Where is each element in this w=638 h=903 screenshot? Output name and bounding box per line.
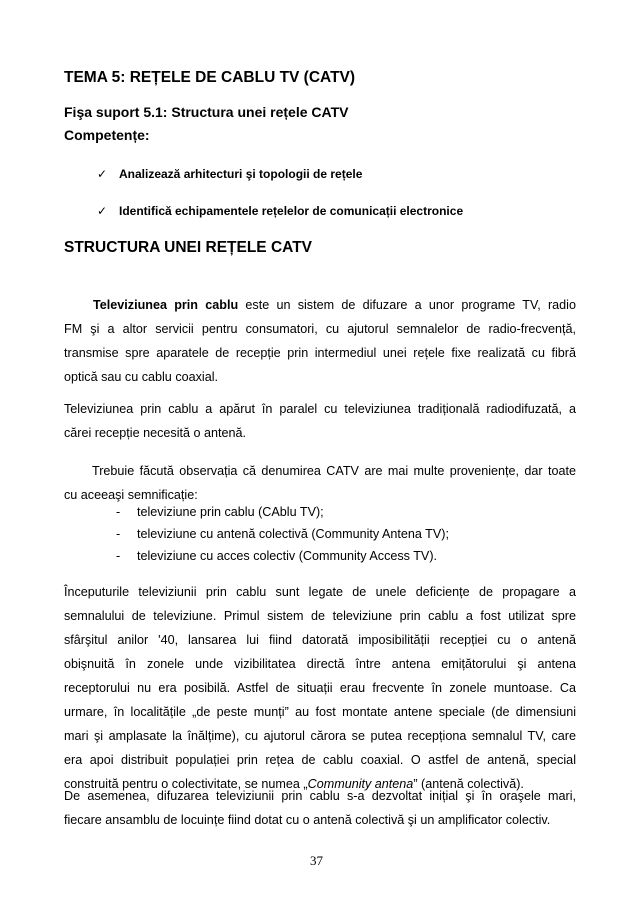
paragraph-line: era apoi distribuit populației prin rețea de cablu coaxial. O astfel de antenă, special <box>64 753 576 767</box>
competence-item <box>97 167 362 181</box>
support-sheet-heading: Fişa suport 5.1: Structura unei rețele CATV <box>64 104 349 120</box>
paragraph-line: sfârşitul anilor '40, lansarea lui fiind datorată imposibilității recepției cu o antenă <box>64 633 576 647</box>
list-item: - televiziune cu antenă colectivă (Community Antena TV); <box>116 527 449 541</box>
paragraph-line: De asemenea, difuzarea televiziunii prin cablu s-a dezvoltat inițial şi în oraşele mari, <box>64 789 576 803</box>
paragraph-line: Televiziunea prin cablu este un sistem de difuzare a unor programe TV, radio <box>93 298 576 312</box>
paragraph-line: Trebuie făcută observația că denumirea CATV are mai multe proveniențe, dar toate <box>92 464 576 478</box>
competence-item <box>97 204 463 218</box>
paragraph-history <box>64 397 576 445</box>
paragraph-line: construită pentru o colectivitate, se numea „Community antena” (antenă colectivă). <box>64 777 524 791</box>
paragraph-line: urmare, în localitățile „de peste munți” au fost montate antene speciale (de dimensiuni <box>64 705 576 719</box>
paragraph-cities <box>64 784 576 832</box>
paragraph-line: transmise spre aparatele de recepție prin intermediul unei rețele fixe realizată cu fibră <box>64 346 576 360</box>
dash-bullet: - <box>116 505 121 519</box>
paragraph-line: obişnuită în zonele unde vizibilitatea directă între antena emițătorului şi antena <box>64 657 576 671</box>
page-title: TEMA 5: REȚELE DE CABLU TV (CATV) <box>64 69 356 86</box>
paragraph-line: Televiziunea prin cablu a apărut în paralel cu televiziunea tradițională radiodifuzată, a <box>64 402 576 416</box>
competences-label: Competențe: <box>64 127 150 143</box>
checkmark-icon: ✓ <box>97 167 108 181</box>
dash-bullet: - <box>116 549 121 563</box>
paragraph-line: fiecare ansamblu de locuințe fiind dotat cu o antenă colectivă şi un amplificator colectiv. <box>64 813 551 827</box>
paragraph-line: mari şi amplasate la înălțime), cu ajutorul cărora se putea recepționa semnalul TV, care <box>64 729 576 743</box>
paragraph-observation <box>64 459 576 507</box>
competence-text: Identifică echipamentele rețelelor de comunicații electronice <box>119 204 464 218</box>
paragraph-line: cărei recepție necesită o antenă. <box>64 426 247 440</box>
paragraph-line: Începuturile televiziunii prin cablu sunt legate de unele deficiențe de propagare a <box>64 585 576 599</box>
paragraph-definition <box>64 293 576 389</box>
bold-term: Televiziunea prin cablu <box>93 298 239 312</box>
paragraph-line: semnalului de televiziune. Primul sistem de televiziune prin cablu a fost utilizat spre <box>64 609 576 623</box>
list-item: - televiziune cu acces colectiv (Community Access TV). <box>116 549 438 563</box>
paragraph-beginnings <box>64 580 576 796</box>
paragraph-line: optică sau cu cablu coaxial. <box>64 370 219 384</box>
dash-bullet: - <box>116 527 121 541</box>
competence-text: Analizează arhitecturi şi topologii de rețele <box>119 167 363 181</box>
paragraph-line: FM şi a altor servicii pentru consumatori, cu ajutorul semnalelor de radio-frecvență, <box>64 322 576 336</box>
paragraph-line: cu aceeaşi semnificație: <box>64 488 198 502</box>
page-number: 37 <box>310 853 323 868</box>
list-item: - televiziune prin cablu (CAblu TV); <box>116 505 324 519</box>
paragraph-line: receptorului nu era posibilă. Astfel de situații erau frecvente în zonele muntoase. Ca <box>64 681 576 695</box>
italic-term: Community antena <box>307 777 414 791</box>
section-heading: STRUCTURA UNEI REȚELE CATV <box>64 239 312 256</box>
checkmark-icon: ✓ <box>97 204 108 218</box>
